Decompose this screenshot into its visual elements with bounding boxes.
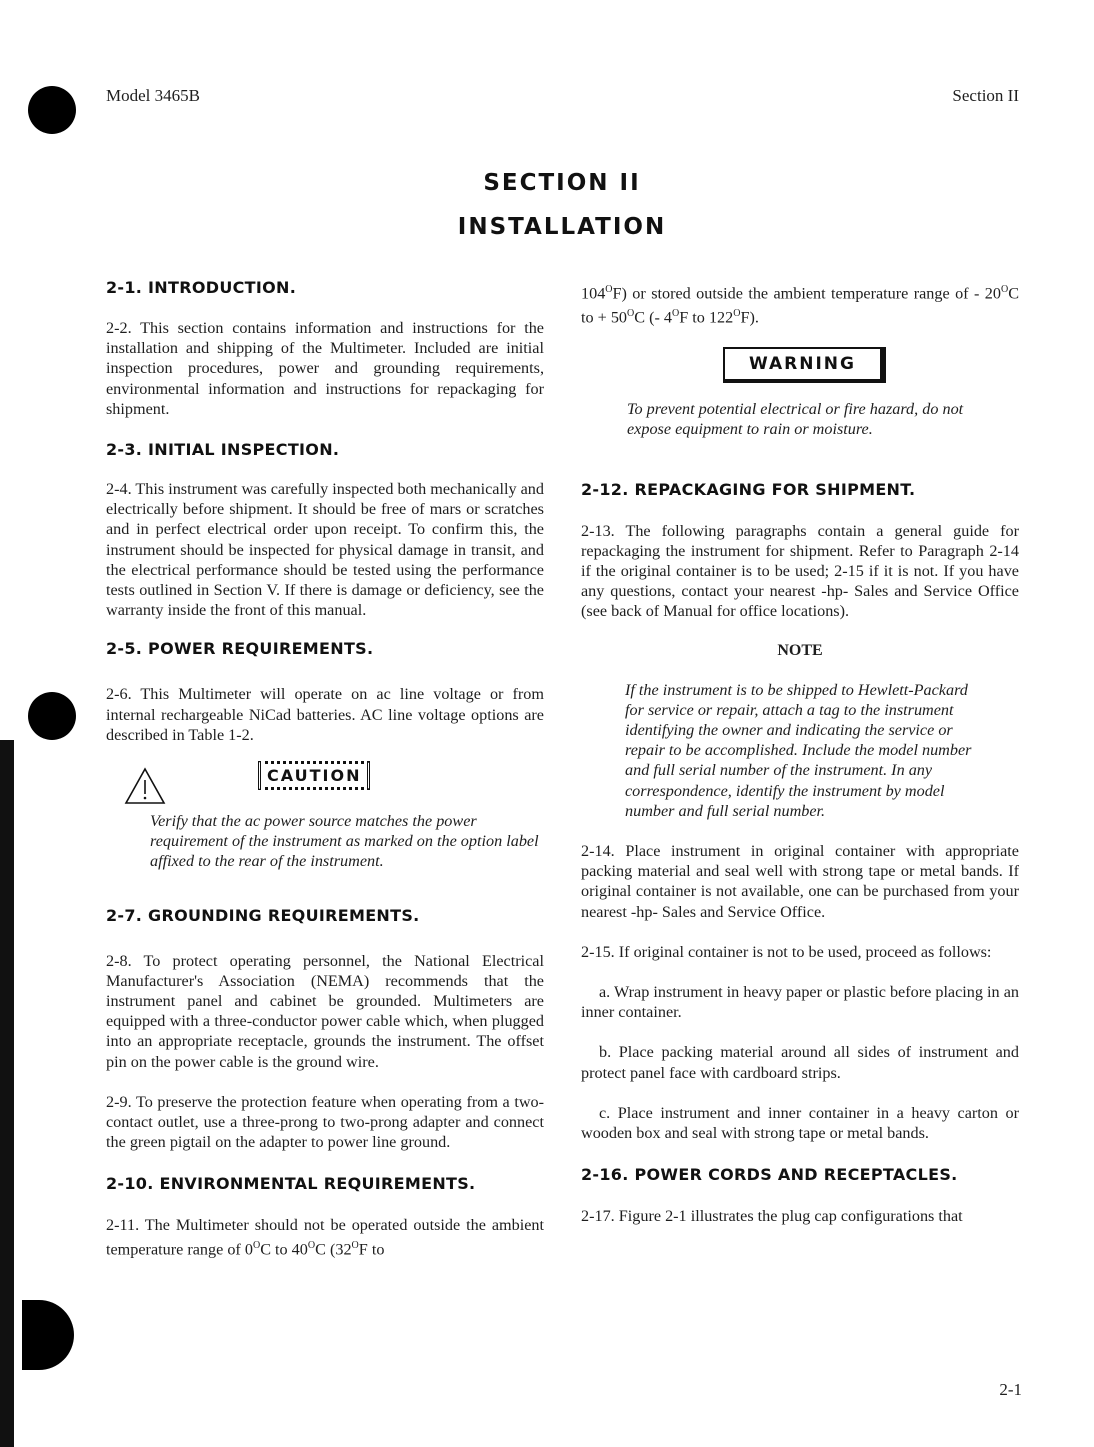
para-2-11-d: F to <box>358 1240 385 1259</box>
para-2-11-b: C to 40 <box>260 1240 308 1259</box>
header-section: Section II <box>952 86 1019 105</box>
cont-c: C to + 50 <box>581 284 1019 326</box>
cont-a: 104 <box>581 284 606 303</box>
scan-edge <box>0 740 14 1447</box>
heading-2-7: 2-7. GROUNDING REQUIREMENTS. <box>106 905 420 925</box>
degree-mark: O <box>351 1239 359 1251</box>
para-2-17: 2-17. Figure 2-1 illustrates the plug cap configurations that <box>581 1207 963 1226</box>
degree-mark: O <box>627 307 635 319</box>
cont-f: F). <box>740 307 759 326</box>
degree-mark: O <box>605 284 613 295</box>
warning-label: WARNING <box>723 347 886 383</box>
para-2-4: 2-4. This instrument was carefully inspected both mechanically and electrically before shipment. It should be free of mars or scratches and in perfect electrical order upon receipt. To confirm this, the instrument should be inspected for physical damage in transit, and the electrical performance should be tested using the performance tests outlined in Section V. If there is damage or deficiency, see the warranty inside the front of this manual. <box>106 480 544 620</box>
heading-2-16: 2-16. POWER CORDS AND RECEPTACLES. <box>581 1165 958 1185</box>
degree-mark: O <box>1000 284 1009 295</box>
warning-row <box>581 347 1019 383</box>
caution-row <box>106 759 544 811</box>
para-2-9: 2-9. To preserve the protection feature when operating from a two-contact outlet, use a three-prong to two-prong adapter and connect the green pigtail on the adapter to power line ground. <box>106 1092 544 1152</box>
para-2-11-a: 2-11. The Multimeter should not be operated outside the ambient temperature range of 0 <box>106 1216 544 1259</box>
para-2-11 <box>106 1215 544 1259</box>
cont-b: F) or stored outside the ambient temperature range of - 20 <box>612 284 1001 303</box>
cont-e: F to 122 <box>679 307 734 326</box>
para-2-15-c: c. Place instrument and inner container in a heavy carton or wooden box and seal with strong tape or metal bands. <box>581 1103 1019 1143</box>
para-2-15-b: b. Place packing material around all sides of instrument and protect panel face with cardboard strips. <box>581 1043 1019 1082</box>
para-2-2: 2-2. This section contains information and instructions for the installation and shipping of the Multimeter. Included are initial inspection procedures, power and grounding requirements, environmental information and instructions for repackaging for shipment. <box>106 319 544 418</box>
caution-label: CAUTION <box>258 761 370 790</box>
warning-triangle-icon <box>124 767 166 805</box>
header-model: Model 3465B <box>106 86 200 105</box>
degree-mark: O <box>733 307 741 319</box>
para-2-6: 2-6. This Multimeter will operate on ac line voltage or from internal rechargeable NiCad batteries. AC line voltage options are described in Table 1-2. <box>106 685 544 744</box>
note-text: If the instrument is to be shipped to Hewlett-Packard for service or repair, attach a tag to the instrument identifying the owner and indicating the service or repair to be accomplished. Include the model number and full serial number of the instrument. In any correspondence, identify the instrument by model number and full serial number. <box>625 680 972 820</box>
punch-hole-top <box>28 86 76 134</box>
cont-d: C (- 4 <box>634 307 673 326</box>
warning-text: To prevent potential electrical or fire hazard, do not expose equipment to rain or moisture. <box>627 400 964 439</box>
punch-hole-bottom <box>22 1300 74 1370</box>
heading-2-12: 2-12. REPACKAGING FOR SHIPMENT. <box>581 479 916 499</box>
heading-2-3: 2-3. INITIAL INSPECTION. <box>106 440 340 460</box>
degree-mark: O <box>252 1239 261 1251</box>
heading-2-10: 2-10. ENVIRONMENTAL REQUIREMENTS. <box>106 1174 476 1194</box>
section-subtitle: INSTALLATION <box>457 214 667 240</box>
para-2-13: 2-13. The following paragraphs contain a general guide for repackaging the instrument for shipment. Refer to Paragraph 2-14 if the original container is to be used; 2-15 if it is not. If you have any questions, contact your nearest -hp- Sales and Service Office (see back of Manual for office locations). <box>581 521 1019 621</box>
punch-hole-middle <box>28 692 76 740</box>
para-2-11-c: C (32 <box>315 1240 352 1259</box>
para-2-15: 2-15. If original container is not to be used, proceed as follows: <box>581 942 992 961</box>
heading-2-1: 2-1. INTRODUCTION. <box>106 278 297 297</box>
para-2-15-a: a. Wrap instrument in heavy paper or plastic before placing in an inner container. <box>581 983 1019 1022</box>
caution-text: Verify that the ac power source matches the power requirement of the instrument as marked on the option label affixed to the rear of the instrument. <box>150 812 539 871</box>
page-number: 2-1 <box>999 1380 1022 1399</box>
para-2-11-continued <box>581 280 1019 327</box>
degree-mark: O <box>672 307 680 319</box>
note-label: NOTE <box>777 641 823 659</box>
right-column <box>581 280 1019 1226</box>
para-2-8: 2-8. To protect operating personnel, the National Electrical Manufacturer's Association (NEMA) recommends that the instrument panel and cabinet be grounded. Multimeters are equipped with a three-conductor power cable which, when plugged into an appropriate receptacle, grounds the instrument. The offset pin on the power cable is the ground wire. <box>106 951 544 1071</box>
degree-mark: O <box>307 1239 316 1251</box>
para-2-14: 2-14. Place instrument in original container with appropriate packing material and seal well with strong tape or metal bands. If original container is not available, one can be purchased from your nearest -hp- Sales and Service Office. <box>581 842 1019 921</box>
heading-2-5: 2-5. POWER REQUIREMENTS. <box>106 639 374 659</box>
section-title: SECTION II <box>483 170 641 196</box>
left-column <box>106 278 544 1259</box>
